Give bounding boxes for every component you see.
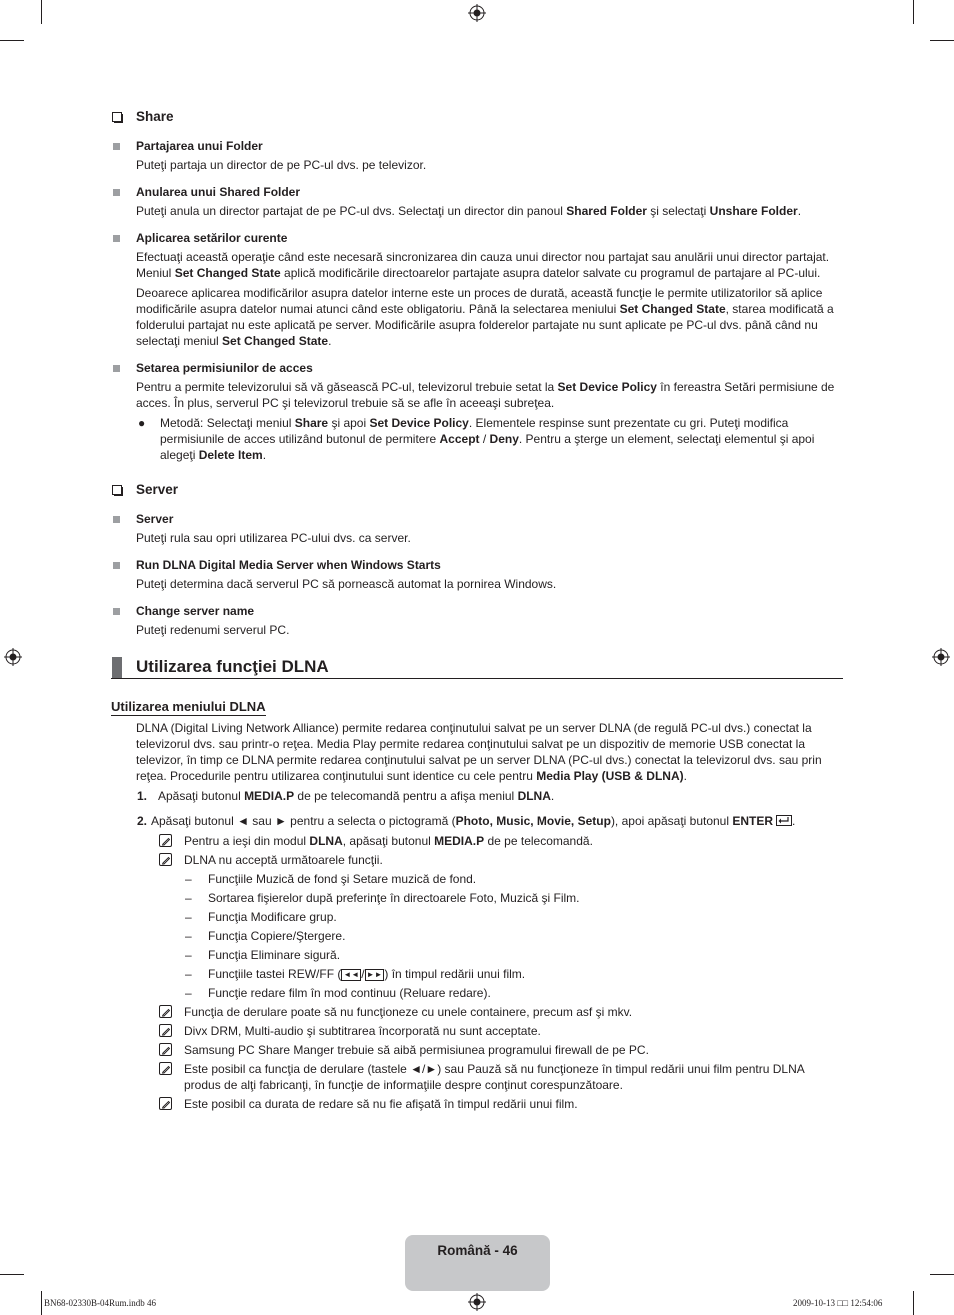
step-1: 1. Apăsaţi butonul MEDIA.P de pe telecomandă pentru a afişa meniul DLNA. xyxy=(137,789,555,803)
note-icon xyxy=(159,834,172,847)
crop-mark xyxy=(41,1291,42,1315)
item-title: Aplicarea setărilor curente xyxy=(136,231,288,245)
section-share-heading xyxy=(111,108,843,126)
step-2: 2. Apăsaţi butonul ◄ sau ► pentru a selecta o pictogramă (Photo, Music, Movie, Setup), apoi apăsaţi butonul ENTER . xyxy=(137,814,796,828)
share-item-aplicare xyxy=(111,230,843,349)
server-item-server xyxy=(111,511,843,546)
page-content xyxy=(111,108,843,1112)
square-bullet-icon xyxy=(113,189,120,196)
section-server-heading xyxy=(111,481,843,499)
square-bullet-icon xyxy=(113,516,120,523)
intro-text: DLNA (Digital Living Network Alliance) permite redarea conţinutului salvat pe un server DLNA (de regulă PC-ul dvs.) conectat la televizorul dvs. sau printr-o reţea. Media Play permite redarea conţinutului salvat pe un dispozitiv de memorie USB conectat la televizor, în timp ce DLNA permite redarea conţinutului salvat pe un server DLNA (PC-ul dvs.) conectat la televizorul dvs. sau prin reţea. Procedurile pentru utilizarea conţinutului sunt identice cu cele pentru Media Play (USB & DLNA). xyxy=(136,721,822,783)
item-text: Deoarece aplicarea modificărilor asupra datelor interne este un proces de durată, această funcţie le permite utilizatorilor să aplice modificările asupra datelor numai atunci când este obligatoriu. Până la selectarea meniului Set Changed State, starea modificată a folderului partajat nu este aplicată pe server. Modificările asupra folderelor partajate nu sunt aplicate pe PC-ul dvs. până când nu selectaţi meniul Set Changed State. xyxy=(136,286,834,348)
item-text: Puteţi determina dacă serverul PC să pornească automat la pornirea Windows. xyxy=(136,577,557,591)
page-number-tab xyxy=(405,1235,550,1291)
square-bullet-icon xyxy=(113,143,120,150)
rew-key-icon: ◄◄ xyxy=(343,970,360,979)
dash-item: – Funcţiile Muzică de fond şi Setare muzică de fond. xyxy=(185,872,477,886)
crop-mark xyxy=(930,1274,954,1275)
note-item: DLNA nu acceptă următoarele funcţii. xyxy=(111,852,843,868)
item-title: Partajarea unui Folder xyxy=(136,139,263,153)
note-icon xyxy=(159,1005,172,1018)
item-title: Anularea unui Shared Folder xyxy=(136,185,301,199)
dash-item: – Sortarea fişierelor după preferinţe în directoarele Foto, Muzică şi Film. xyxy=(185,891,580,905)
dash-item: – Funcţia Modificare grup. xyxy=(185,910,337,924)
square-bullet-icon xyxy=(113,365,120,372)
item-text: Puteţi partaja un director de pe PC-ul dvs. pe televizor. xyxy=(136,158,427,172)
registration-mark-icon xyxy=(468,4,486,22)
registration-mark-icon xyxy=(468,1293,486,1311)
crop-mark xyxy=(913,0,914,24)
note-icon xyxy=(159,853,172,866)
subheading: Utilizarea meniului DLNA xyxy=(111,699,266,714)
checkbox-icon xyxy=(112,485,122,495)
section-title: Share xyxy=(136,109,174,124)
item-text: Efectuaţi această operaţie când este necesară sincronizarea din cauza unui director nou partajat sau anulării unui director partajat. Meniul Set Changed State aplică modificările directoarelor partajate asupra datelor salvate cu programul de partajare al PC-ului. xyxy=(136,250,830,280)
item-text: Puteţi rula sau opri utilizarea PC-ului dvs. ca server. xyxy=(136,531,411,545)
page-number: Română - 46 xyxy=(437,1243,518,1258)
note-item: Samsung PC Share Manger trebuie să aibă permisiunea programului firewall de pe PC. xyxy=(111,1042,843,1058)
step-number: 2. xyxy=(137,814,148,828)
share-item-partajare xyxy=(111,138,843,173)
print-file-info: BN68-02330B-04Rum.indb 46 xyxy=(44,1298,157,1308)
share-item-permisiuni xyxy=(111,360,843,463)
note-item: Pentru a ieşi din modul DLNA, apăsaţi butonul MEDIA.P de pe telecomandă. xyxy=(111,833,843,849)
note-item: Funcţia de derulare poate să nu funcţioneze cu unele containere, precum asf şi mkv. xyxy=(111,1004,843,1020)
page-title: Utilizarea funcţiei DLNA xyxy=(136,657,329,676)
bullet-dot: ● xyxy=(138,416,146,430)
server-item-run-dlna xyxy=(111,557,843,592)
dash-item: – Funcţia Copiere/Ştergere. xyxy=(185,929,346,943)
print-timestamp: 2009-10-13 □□ 12:54:06 xyxy=(793,1298,883,1308)
note-icon xyxy=(159,1043,172,1056)
dlna-body xyxy=(111,720,843,784)
note-icon xyxy=(159,1062,172,1075)
enter-icon xyxy=(776,815,792,826)
registration-mark-icon xyxy=(932,648,950,666)
item-text: Pentru a permite televizorului să vă găsească PC-ul, televizorul trebuie setat la Set Device Policy în fereastra Setări permisiune de acces. În plus, serverul PC şi televizorul trebuie să se afle în aceeaşi subreţea. xyxy=(136,380,835,410)
heading-bar xyxy=(112,657,122,678)
share-item-anulare xyxy=(111,184,843,219)
ff-key-icon: ►► xyxy=(366,970,383,979)
section-title: Server xyxy=(136,482,179,497)
item-text: Puteţi redenumi serverul PC. xyxy=(136,623,290,637)
item-title: Change server name xyxy=(136,604,255,618)
crop-mark xyxy=(913,1291,914,1315)
item-title: Server xyxy=(136,512,174,526)
crop-mark xyxy=(0,40,24,41)
dash-item: – Funcţiile tastei REW/FF ( ◄◄ / ►► ) în timpul redării unui film. xyxy=(185,967,526,981)
checkbox-icon xyxy=(112,112,122,122)
crop-mark xyxy=(0,1274,24,1275)
dash-item: – Funcţia Eliminare sigură. xyxy=(185,948,341,962)
crop-mark xyxy=(930,40,954,41)
square-bullet-icon xyxy=(113,608,120,615)
note-item: Divx DRM, Multi-audio şi subtitrarea încorporată nu sunt acceptate. xyxy=(111,1023,843,1039)
square-bullet-icon xyxy=(113,562,120,569)
note-icon xyxy=(159,1024,172,1037)
step-number: 1. xyxy=(137,789,148,803)
crop-mark xyxy=(41,0,42,24)
item-title: Setarea permisiunilor de acces xyxy=(136,361,313,375)
square-bullet-icon xyxy=(113,235,120,242)
dash-item: – Funcţie redare film în mod continuu (Reluare redare). xyxy=(185,986,491,1000)
note-icon xyxy=(159,1097,172,1110)
bullet-item: ● Metodă: Selectaţi meniul Share şi apoi Set Device Policy. Elementele respinse sunt prezentate cu gri. Puteţi modifica permisiunile de acces utilizând butonul de permitere Accept / Deny. Pentru a şterge un element, selectaţi elementul şi apoi alegeţi Delete Item. xyxy=(138,416,815,462)
note-item: Este posibil ca funcţia de derulare (tastele ◄/►) sau Pauză să nu funcţioneze în timpul redării unui film pentru DLNA produs de alţi fabricanţi, în funcţie de informaţiile despre conţinut corespunzătoare. xyxy=(111,1061,843,1093)
note-item: Este posibil ca durata de redare să nu fie afişată în timpul redării unui film. xyxy=(111,1096,843,1112)
server-item-change-name xyxy=(111,603,843,638)
item-title: Run DLNA Digital Media Server when Windows Starts xyxy=(136,558,441,572)
dlna-heading xyxy=(111,656,843,679)
registration-mark-icon xyxy=(4,648,22,666)
item-text: Puteţi anula un director partajat de pe PC-ul dvs. Selectaţi un director din panoul Shared Folder şi selectaţi Unshare Folder. xyxy=(136,204,802,218)
